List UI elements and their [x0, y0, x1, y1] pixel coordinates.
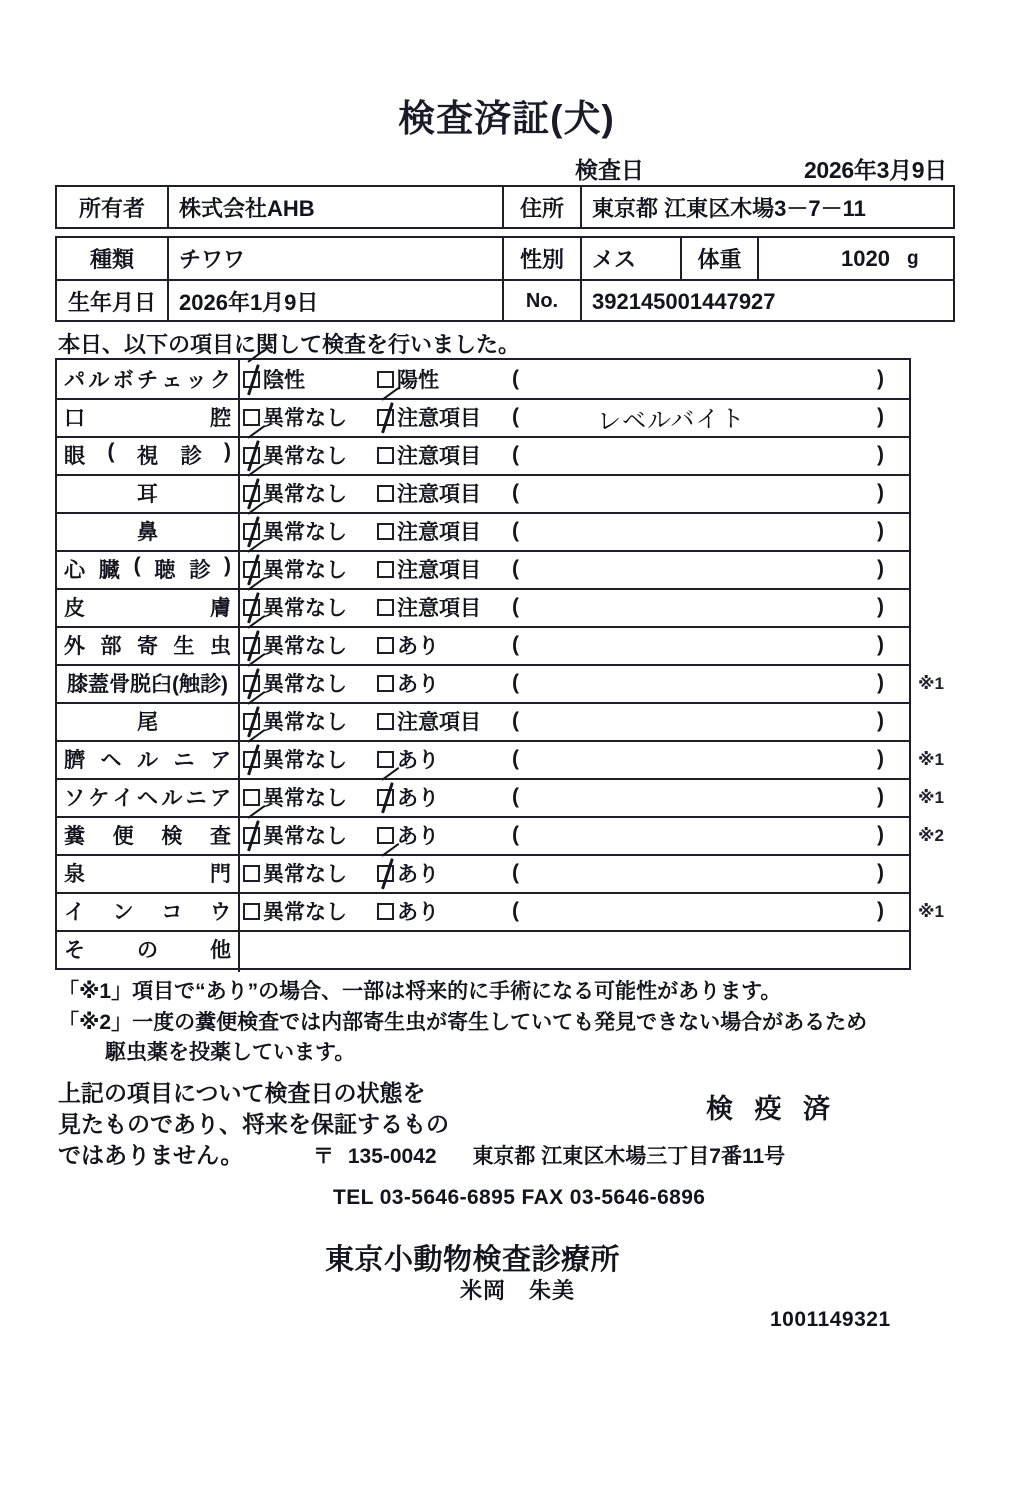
checkbox-icon[interactable] [243, 447, 260, 464]
checkbox-option-b[interactable] [377, 398, 481, 436]
checklist-row [57, 854, 909, 892]
remark-paren-close: ) [877, 671, 884, 694]
checklist-row [57, 740, 909, 778]
item-label-char: 部 [100, 635, 122, 658]
checklist-item-label [57, 740, 238, 778]
footnote-2: 「※2」一度の糞便検査では内部寄生虫が寄生していても発見できない場合があるため [58, 1011, 868, 1034]
item-label-char: 臓 [98, 559, 120, 582]
item-label-char: ク [209, 369, 231, 392]
item-label-char: 虫 [210, 635, 231, 658]
checklist-item-label [57, 892, 238, 930]
checkbox-label: 異常なし [263, 635, 347, 658]
checkbox-label: 異常なし [263, 597, 347, 620]
checkbox-option-b[interactable] [377, 664, 439, 702]
checkbox-icon[interactable] [377, 409, 394, 426]
item-label-char: 診 [189, 559, 211, 582]
clinic-address [313, 1140, 785, 1170]
exam-date-label: 検査日 [575, 157, 644, 183]
asterisk-marker: ※1 [918, 750, 944, 769]
checklist-table [55, 358, 911, 970]
checkbox-label: あり [397, 825, 439, 848]
asterisk-marker: ※1 [918, 788, 944, 807]
item-label-char: ア [209, 787, 231, 810]
item-label-char: ( [107, 440, 115, 463]
postal-mark-icon: 〒 [313, 1145, 334, 1168]
remark-paren-close: ) [877, 405, 884, 428]
item-label-char: 門 [210, 863, 231, 886]
remark-paren-open: ( [512, 899, 519, 922]
item-label-char: ヘ [136, 787, 158, 810]
checkbox-label: 異常なし [263, 521, 347, 544]
handwritten-remark: レベルバイト [596, 403, 746, 436]
checkbox-label: 陰性 [263, 369, 305, 392]
item-label-char: 寄 [137, 635, 158, 658]
owner-table [55, 185, 955, 229]
postal-code: 135-0042 [347, 1145, 437, 1168]
disclaimer-line: 見たものであり、将来を保証するもの [58, 1111, 449, 1137]
clinic-name: 東京小動物検査診療所 [325, 1244, 621, 1276]
checkbox-option-a[interactable] [243, 360, 305, 398]
checkbox-icon[interactable] [377, 561, 394, 578]
checkbox-option-b[interactable] [377, 588, 481, 626]
checklist-row [57, 664, 909, 702]
item-label-char: 診 [180, 445, 202, 468]
checkbox-icon[interactable] [243, 751, 260, 768]
item-label-char: ボ [112, 369, 134, 392]
item-label-char: チ [136, 369, 158, 392]
checkbox-label: 注意項目 [397, 711, 481, 734]
remark-paren-open: ( [512, 443, 519, 466]
item-label-char: ) [223, 554, 231, 577]
remark-paren-close: ) [877, 861, 884, 884]
checkbox-option-b[interactable] [377, 740, 439, 778]
remark-paren-open: ( [512, 671, 519, 694]
remark-paren-open: ( [512, 481, 519, 504]
remark-paren-close: ) [877, 785, 884, 808]
checklist-item-label [57, 588, 238, 626]
checkbox-label: あり [397, 863, 439, 886]
checklist-item-label [57, 398, 238, 436]
clinic-tel-fax: TEL 03-5646-6895 FAX 03-5646-6896 [333, 1186, 706, 1209]
checkbox-icon[interactable] [377, 675, 394, 692]
checklist-row [57, 626, 909, 664]
checkbox-label: 異常なし [263, 559, 347, 582]
item-label-char: 検 [161, 825, 183, 848]
remark-paren-open: ( [512, 861, 519, 884]
checkbox-icon[interactable] [377, 751, 394, 768]
item-label-char: 眼 [64, 445, 85, 468]
remark-paren-open: ( [512, 405, 519, 428]
remark-paren-open: ( [512, 633, 519, 656]
checkbox-option-b[interactable] [377, 778, 439, 816]
checkbox-label: あり [397, 787, 439, 810]
item-label-char: ヘ [100, 749, 122, 772]
checkbox-icon[interactable] [243, 371, 260, 388]
checkbox-label: 異常なし [263, 483, 347, 506]
checkbox-label: あり [397, 673, 439, 696]
checkbox-option-a[interactable] [243, 816, 347, 854]
checkbox-option-b[interactable] [377, 474, 481, 512]
item-label-text [64, 630, 231, 660]
item-label-text [64, 364, 231, 394]
checklist-item-label [57, 816, 238, 854]
checkbox-icon[interactable] [377, 599, 394, 616]
item-label-char: 心 [64, 559, 85, 582]
checkbox-option-b[interactable] [377, 550, 481, 588]
remark-paren-open: ( [512, 519, 519, 542]
checkbox-option-b[interactable] [377, 702, 481, 740]
remark-paren-close: ) [877, 595, 884, 618]
birth-label: 生年月日 [67, 290, 156, 315]
address-value: 東京都 江東区木場3－7－11 [592, 195, 866, 221]
checklist-row [57, 702, 909, 740]
item-label-text [64, 402, 231, 432]
remark-paren-open: ( [512, 595, 519, 618]
checkbox-label: 注意項目 [397, 445, 481, 468]
checkbox-option-b[interactable] [377, 626, 439, 664]
checkbox-label: あり [397, 749, 439, 772]
checkbox-icon[interactable] [377, 827, 394, 844]
remark-paren-close: ) [877, 747, 884, 770]
owner-value: 株式会社AHB [179, 195, 315, 221]
birth-value: 2026年1月9日 [179, 290, 319, 315]
item-label-char: ニ [185, 787, 207, 810]
owner-label: 所有者 [78, 195, 145, 221]
checkbox-label: 異常なし [263, 863, 347, 886]
item-label-char: 便 [112, 825, 134, 848]
weight-unit: g [907, 247, 919, 269]
checklist-item-label [57, 930, 238, 968]
item-label-char: 生 [173, 635, 195, 658]
checkbox-icon[interactable] [243, 865, 260, 882]
remark-paren-close: ) [877, 633, 884, 656]
checklist-item-label [57, 664, 238, 702]
checkbox-label: 注意項目 [397, 407, 481, 430]
checklist-item-label [57, 626, 238, 664]
item-label-char: 聴 [154, 559, 176, 582]
remark-paren-close: ) [877, 519, 884, 542]
checkbox-label: 異常なし [263, 901, 347, 924]
checkbox-icon[interactable] [377, 447, 394, 464]
checkbox-label: 異常なし [263, 673, 347, 696]
item-label-char: パ [64, 369, 85, 392]
item-label-char: ェ [161, 369, 183, 392]
checkbox-label: 注意項目 [397, 521, 481, 544]
item-label-char: イ [112, 787, 134, 810]
item-label-char: ウ [209, 901, 231, 924]
sex-label: 性別 [519, 247, 564, 272]
item-label-char: ( [133, 554, 141, 577]
item-label-char: ル [137, 749, 158, 772]
checkbox-icon[interactable] [243, 637, 260, 654]
checkbox-icon[interactable] [243, 599, 260, 616]
item-label-char: ニ [173, 749, 195, 772]
sex-value: メス [592, 247, 637, 272]
checklist-row [57, 474, 909, 512]
checkbox-icon[interactable] [377, 485, 394, 502]
checkbox-icon[interactable] [243, 523, 260, 540]
checkbox-label: 注意項目 [397, 483, 481, 506]
item-label-char: 他 [210, 939, 231, 962]
checklist-row [57, 778, 909, 816]
checkbox-icon[interactable] [243, 713, 260, 730]
checklist-item-label [57, 436, 238, 474]
item-label-char: 腔 [210, 407, 231, 430]
checkbox-option-b[interactable] [377, 512, 481, 550]
checkbox-option-a[interactable] [243, 854, 347, 892]
exam-date-value: 2026年3月9日 [803, 157, 947, 183]
item-label-text: 鼻 [137, 521, 158, 544]
item-label-char: 査 [209, 825, 231, 848]
breed-value: チワワ [179, 247, 246, 272]
checkbox-icon[interactable] [243, 485, 260, 502]
checkbox-icon[interactable] [377, 371, 394, 388]
item-label-char: ン [112, 901, 134, 924]
remark-paren-close: ) [877, 367, 884, 390]
checkbox-label: 陽性 [397, 369, 439, 392]
item-label-text [64, 744, 231, 774]
item-label-char: ケ [88, 787, 110, 810]
item-label-text [64, 896, 231, 926]
item-label-char: コ [161, 901, 183, 924]
checkbox-label: 異常なし [263, 445, 347, 468]
remark-paren-close: ) [877, 709, 884, 732]
checkbox-label: 注意項目 [397, 597, 481, 620]
checkbox-option-b[interactable] [377, 892, 439, 930]
asterisk-marker: ※1 [918, 674, 944, 693]
checklist-row [57, 436, 909, 474]
address-label: 住所 [519, 195, 564, 221]
checklist-row [57, 398, 909, 436]
checkbox-label: 異常なし [263, 749, 347, 772]
item-label-char: そ [64, 939, 85, 962]
footnote-2-cont: 駆虫薬を投薬しています。 [105, 1041, 356, 1064]
address-text: 東京都 江東区木場三丁目7番11号 [472, 1145, 786, 1168]
item-label-char: ) [224, 440, 231, 463]
veterinarian-name: 米岡 朱美 [460, 1278, 576, 1303]
disclaimer-line: ではありません。 [58, 1142, 244, 1168]
checkbox-label: 異常なし [263, 711, 347, 734]
item-label-text: 耳 [137, 483, 158, 506]
breed-label: 種類 [89, 247, 134, 272]
checkbox-icon[interactable] [377, 903, 394, 920]
checkbox-icon[interactable] [243, 903, 260, 920]
item-label-char: ッ [185, 369, 207, 392]
remark-paren-close: ) [877, 899, 884, 922]
weight-value: 1020 [841, 245, 890, 271]
item-label-text [64, 554, 231, 584]
checklist-row [57, 360, 909, 398]
checkbox-label: 異常なし [263, 825, 347, 848]
item-label-char: ル [161, 787, 183, 810]
checkbox-option-a[interactable] [243, 740, 347, 778]
remark-paren-close: ) [877, 443, 884, 466]
asterisk-marker: ※1 [918, 902, 944, 921]
checkbox-label: あり [397, 901, 439, 924]
remark-paren-open: ( [512, 557, 519, 580]
checklist-row [57, 512, 909, 550]
checkbox-label: 異常なし [263, 407, 347, 430]
checklist-item-label [57, 778, 238, 816]
remark-paren-open: ( [512, 747, 519, 770]
item-label-char: ソ [64, 787, 85, 810]
item-label-char: 臍 [64, 749, 85, 772]
remark-paren-close: ) [877, 481, 884, 504]
checkbox-option-b[interactable] [377, 816, 439, 854]
checkbox-option-b[interactable] [377, 360, 439, 398]
remark-paren-open: ( [512, 709, 519, 732]
checkbox-label: 注意項目 [397, 559, 481, 582]
chip-no-label: No. [525, 290, 559, 312]
checkbox-option-b[interactable] [377, 436, 481, 474]
item-label-char: 口 [64, 407, 85, 430]
checklist-row [57, 892, 909, 930]
remark-paren-open: ( [512, 367, 519, 390]
checkbox-label: 異常なし [263, 787, 347, 810]
animal-info-table [55, 236, 955, 322]
remark-paren-close: ) [877, 823, 884, 846]
checkbox-icon[interactable] [377, 789, 394, 806]
item-label-char: の [137, 939, 158, 962]
checklist-row [57, 550, 909, 588]
weight-label: 体重 [697, 247, 742, 272]
checkbox-icon[interactable] [243, 409, 260, 426]
item-label-char: 外 [64, 635, 85, 658]
item-label-text [64, 782, 231, 812]
intro-text: 本日、以下の項目に関して検査を行いました。 [58, 332, 521, 357]
item-label-char: 膚 [210, 597, 231, 620]
chip-no-value: 392145001447927 [592, 288, 776, 314]
checklist-row [57, 588, 909, 626]
exam-date-row [55, 152, 955, 183]
item-label-text: 尾 [137, 711, 158, 734]
checklist-item-label [57, 702, 238, 740]
checkbox-icon[interactable] [377, 637, 394, 654]
item-label-text [64, 820, 231, 850]
page-title: 検査済証(犬) [398, 98, 615, 139]
checkbox-icon[interactable] [377, 865, 394, 882]
item-label-char: 皮 [64, 597, 85, 620]
item-label-char: 糞 [64, 825, 85, 848]
item-label-char: 視 [137, 445, 158, 468]
footnote-1: 「※1」項目で“あり”の場合、一部は将来的に手術になる可能性があります。 [58, 980, 782, 1003]
checkbox-icon[interactable] [243, 789, 260, 806]
item-label-char: 泉 [64, 863, 85, 886]
checklist-item-label [57, 512, 238, 550]
checklist-item-label [57, 474, 238, 512]
item-label-text [64, 934, 231, 964]
checkbox-option-b[interactable] [377, 854, 439, 892]
checklist-item-label [57, 550, 238, 588]
checkbox-icon[interactable] [243, 675, 260, 692]
checkbox-icon[interactable] [243, 561, 260, 578]
checklist-row [57, 816, 909, 854]
quarantine-stamp: 検 疫 済 [706, 1094, 838, 1124]
item-label-char: ア [210, 749, 231, 772]
remark-paren-open: ( [512, 785, 519, 808]
checkbox-label: あり [397, 635, 439, 658]
checklist-item-label [57, 360, 238, 398]
item-label-char: イ [64, 901, 85, 924]
checkbox-icon[interactable] [377, 713, 394, 730]
checkbox-icon[interactable] [243, 827, 260, 844]
document-number: 1001149321 [770, 1308, 891, 1331]
remark-paren-open: ( [512, 823, 519, 846]
checklist-item-label [57, 854, 238, 892]
remark-paren-close: ) [877, 557, 884, 580]
item-label-text [64, 440, 231, 470]
checklist-row [57, 930, 909, 968]
checkbox-option-a[interactable] [243, 892, 347, 930]
checkbox-icon[interactable] [377, 523, 394, 540]
item-label-text [64, 592, 231, 622]
item-label-text: 膝蓋骨脱臼(触診) [67, 673, 228, 696]
disclaimer-line: 上記の項目について検査日の状態を [58, 1080, 426, 1106]
item-label-text [64, 858, 231, 888]
item-label-char: ル [88, 369, 110, 392]
asterisk-marker: ※2 [918, 826, 944, 845]
